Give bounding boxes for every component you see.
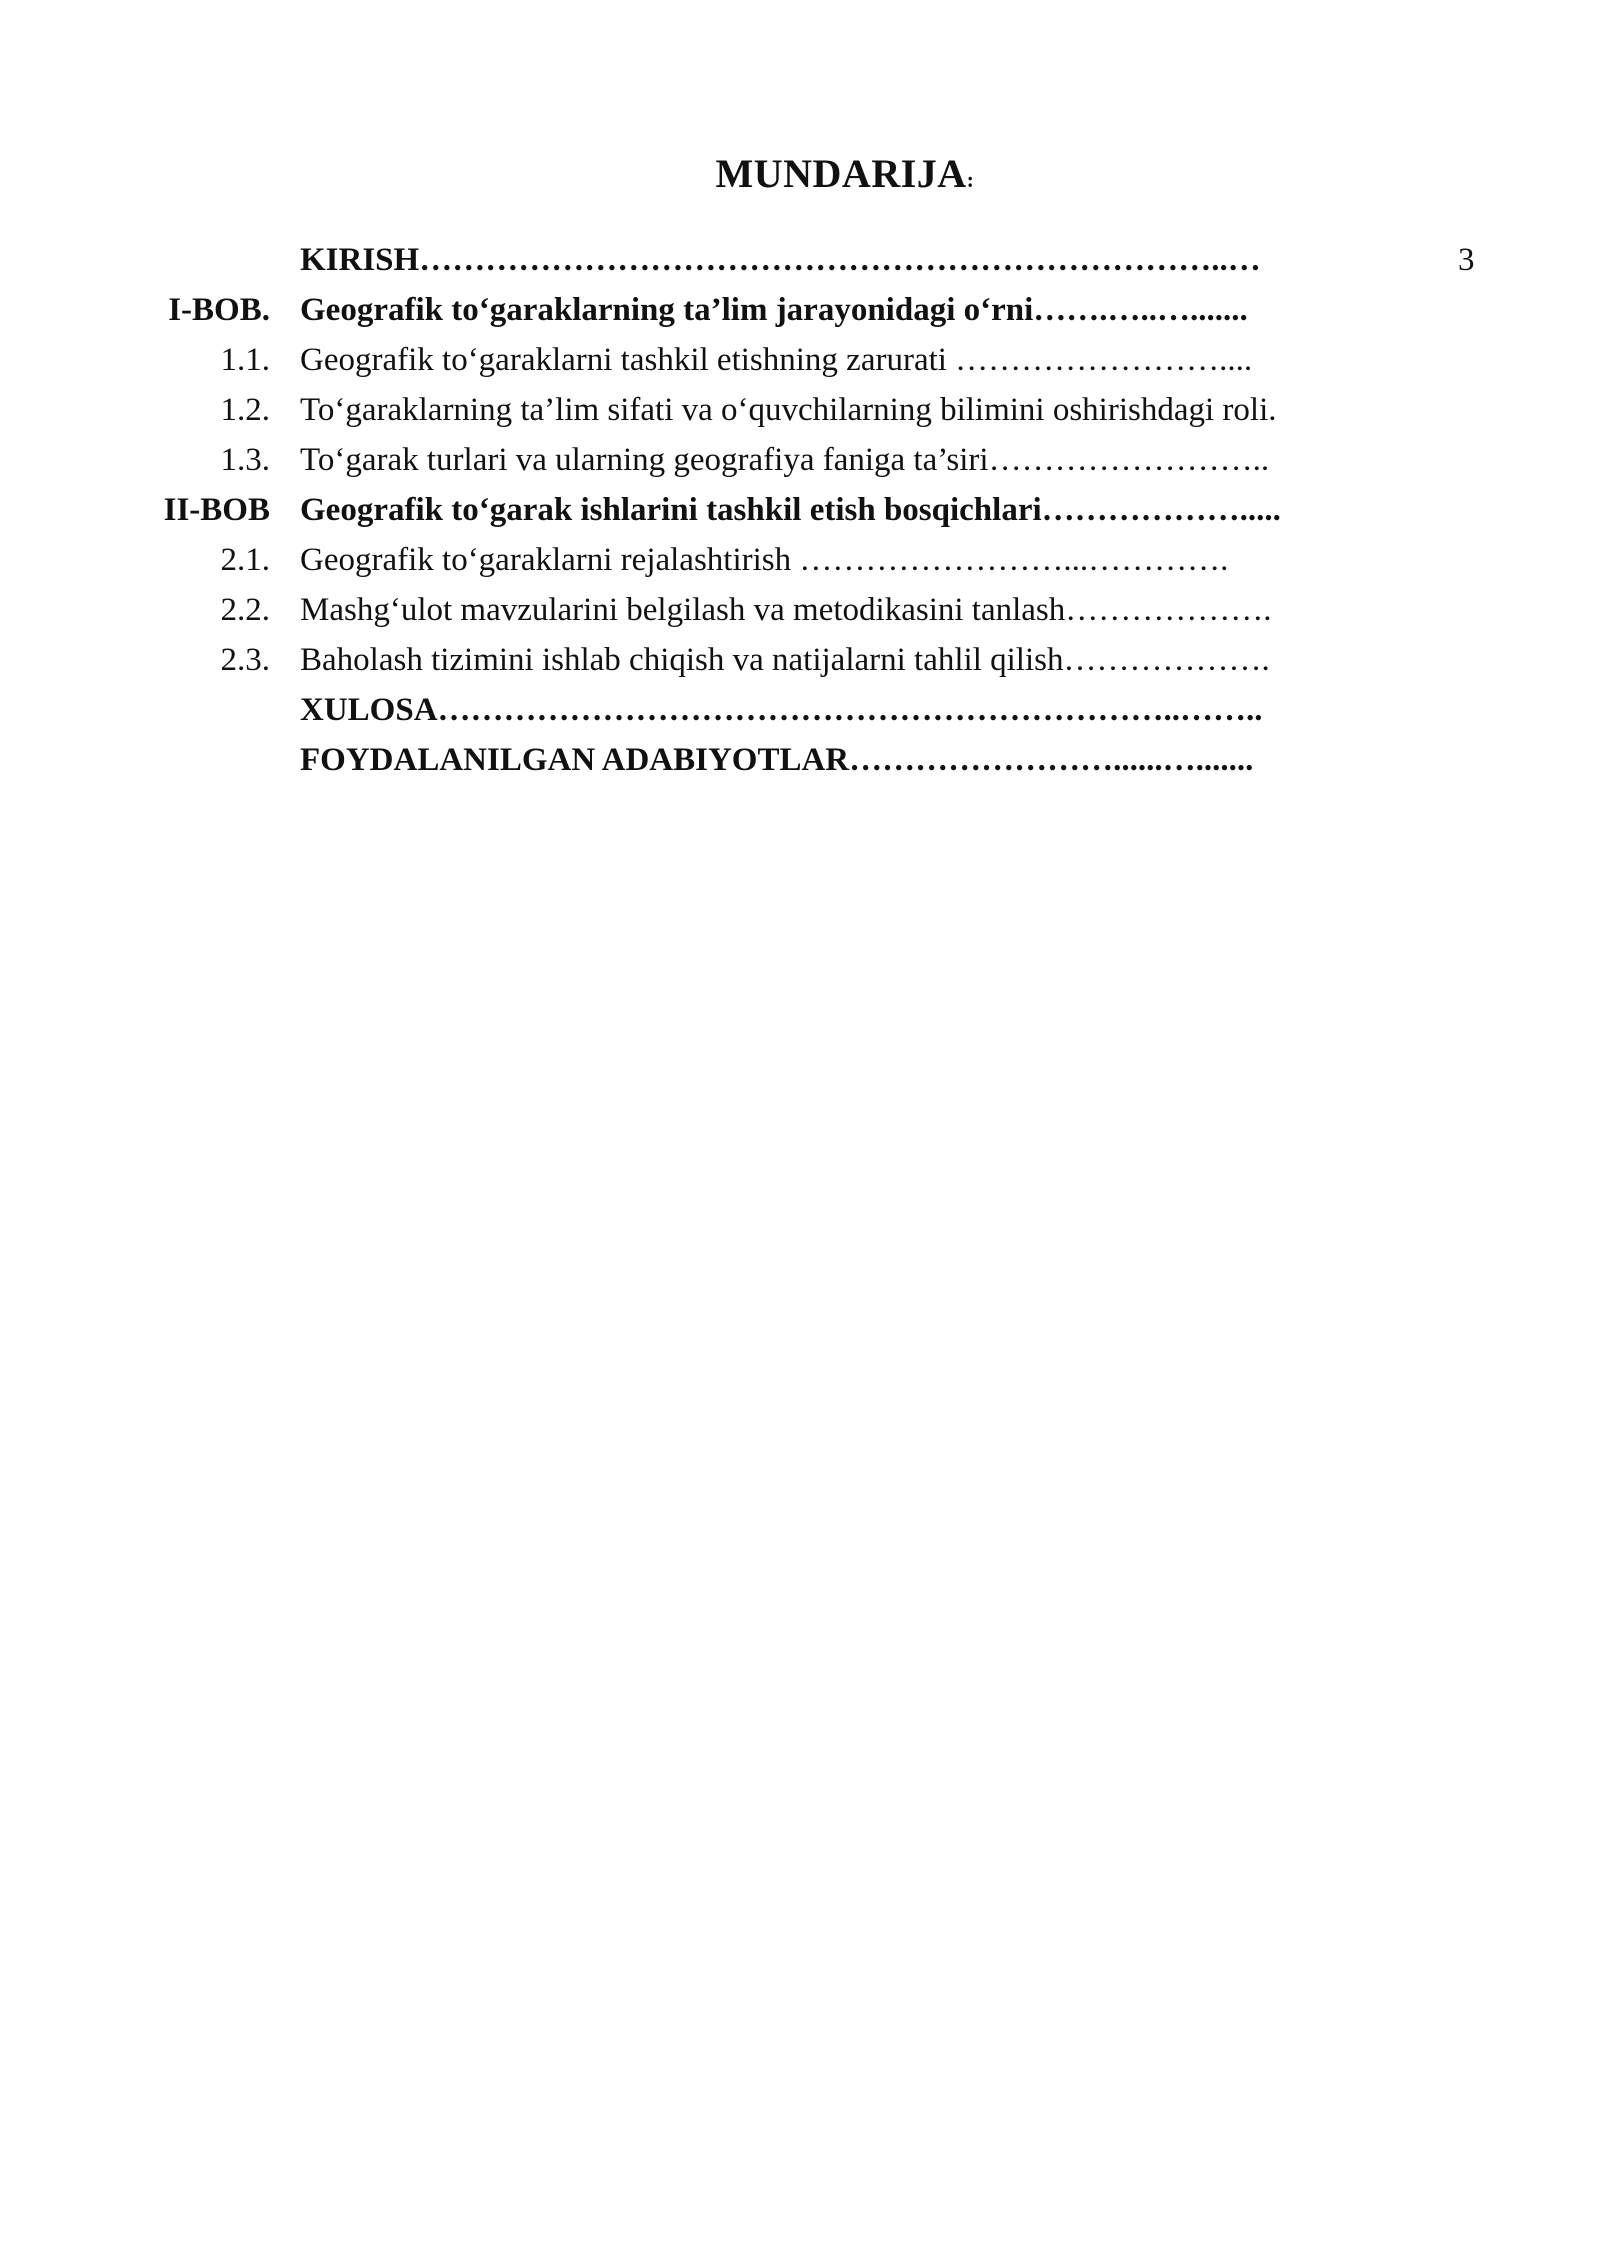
toc-row-number: II-BOB bbox=[163, 492, 270, 528]
table-of-contents bbox=[0, 235, 1600, 785]
toc-row-section-1-1 bbox=[0, 335, 1600, 385]
toc-row-page: 3 bbox=[1458, 242, 1475, 278]
toc-row-section-2-3 bbox=[0, 635, 1600, 685]
toc-row-text: KIRISH………………………………………………………………..… bbox=[300, 242, 1261, 278]
toc-row-kirish bbox=[0, 235, 1600, 285]
toc-row-number: 2.3. bbox=[220, 642, 270, 678]
toc-row-chapter-2 bbox=[0, 485, 1600, 535]
toc-row-chapter-1 bbox=[0, 285, 1600, 335]
toc-row-section-2-1 bbox=[0, 535, 1600, 585]
toc-row-text: Geografik to‘garaklarni tashkil etishning zarurati …………………….... bbox=[300, 342, 1253, 378]
toc-row-section-2-2 bbox=[0, 585, 1600, 635]
toc-row-xulosa bbox=[0, 685, 1600, 735]
toc-row-text: Geografik to‘garak ishlarini tashkil etish bosqichlari………………..... bbox=[300, 492, 1281, 528]
toc-row-number: 1.2. bbox=[220, 392, 270, 428]
toc-title bbox=[0, 150, 1600, 197]
toc-title-colon: : bbox=[966, 167, 975, 192]
toc-row-adabiyotlar bbox=[0, 735, 1600, 785]
toc-row-number: 2.1. bbox=[220, 542, 270, 578]
toc-row-text: Geografik to‘garaklarning ta’lim jarayonidagi o‘rni…….…..…....... bbox=[300, 292, 1248, 328]
toc-row-text: XULOSA…………………………………………………………..…….. bbox=[300, 692, 1263, 728]
toc-row-text: FOYDALANILGAN ADABIYOTLAR……………………......…....... bbox=[300, 742, 1254, 778]
toc-row-text: Mashg‘ulot mavzularini belgilash va metodikasini tanlash………………. bbox=[300, 592, 1272, 628]
toc-row-text: Geografik to‘garaklarni rejalashtirish ……………………...…………. bbox=[300, 542, 1229, 578]
toc-row-number: I-BOB. bbox=[168, 292, 270, 328]
toc-row-number: 1.1. bbox=[220, 342, 270, 378]
toc-row-number: 1.3. bbox=[220, 442, 270, 478]
toc-row-text: To‘garaklarning ta’lim sifati va o‘quvchilarning bilimini oshirishdagi roli. bbox=[300, 392, 1277, 428]
toc-row-section-1-2 bbox=[0, 385, 1600, 435]
toc-title-text: MUNDARIJA bbox=[715, 151, 967, 196]
toc-row-section-1-3 bbox=[0, 435, 1600, 485]
toc-row-number: 2.2. bbox=[220, 592, 270, 628]
toc-row-text: To‘garak turlari va ularning geografiya faniga ta’siri…………………….. bbox=[300, 442, 1270, 478]
toc-row-text: Baholash tizimini ishlab chiqish va natijalarni tahlil qilish………………. bbox=[300, 642, 1270, 678]
